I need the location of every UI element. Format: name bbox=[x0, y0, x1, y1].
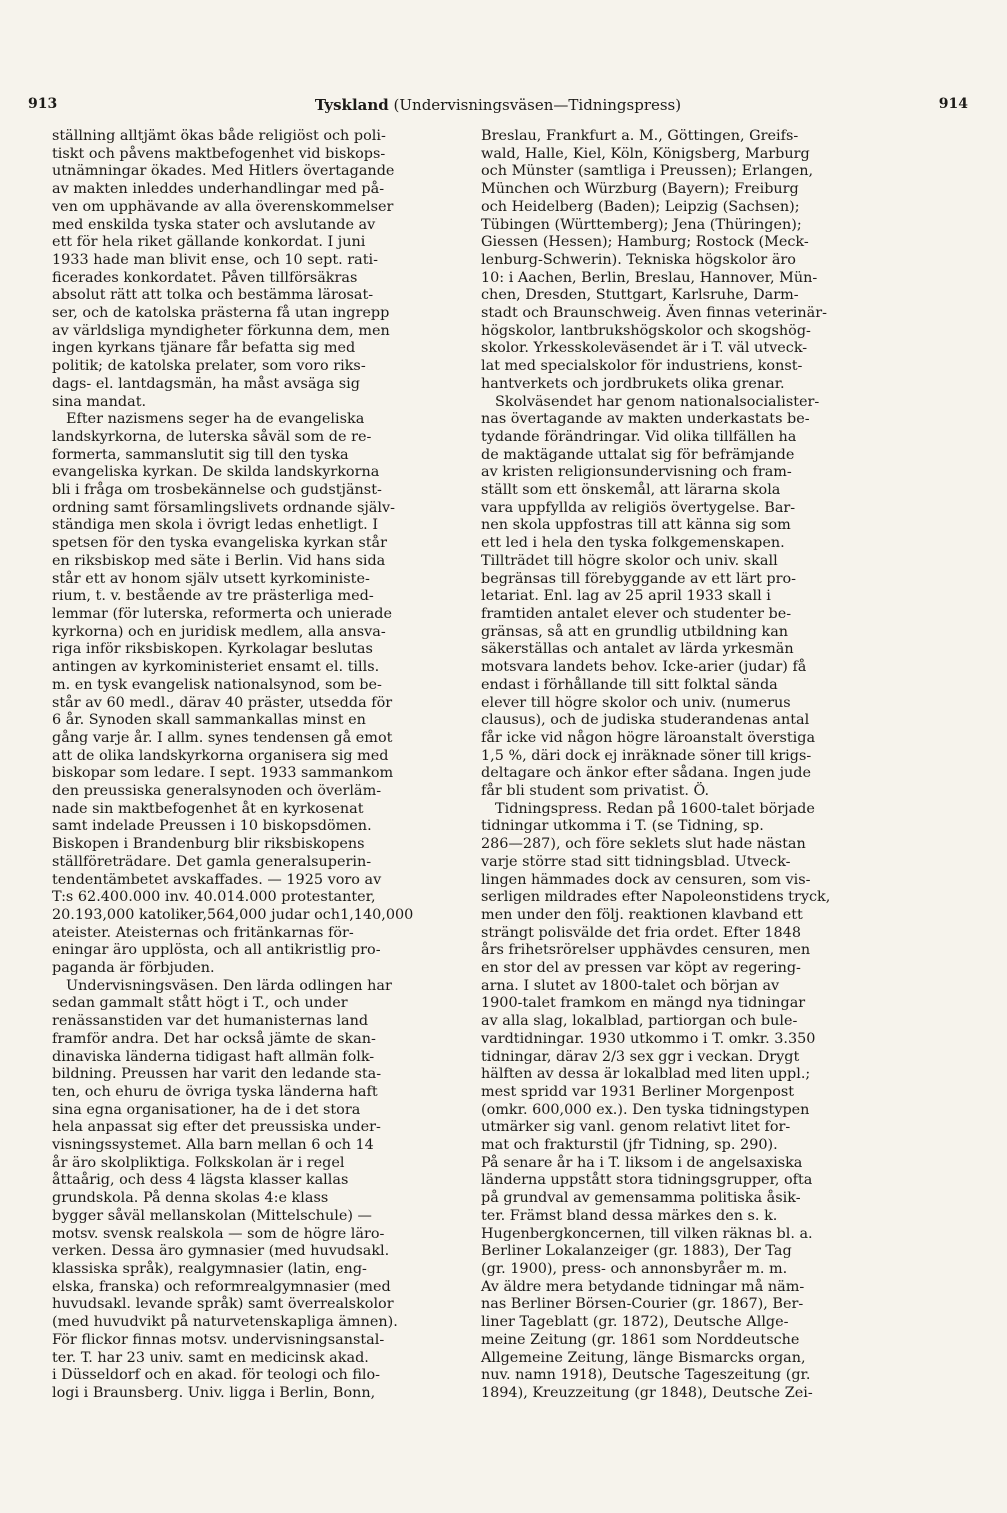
text-line: ställföreträdare. Det gamla generalsuperin- bbox=[52, 853, 372, 870]
text-line: serligen mildrades efter Napoleonstidens tryck, bbox=[481, 889, 831, 906]
text-line: T:s 62.400.000 inv. 40.014.000 protestanter, bbox=[52, 889, 376, 906]
text-column-right bbox=[481, 128, 897, 1403]
text-line: Av äldre mera betydande tidningar må näm- bbox=[481, 1278, 805, 1295]
header-subtitle: (Undervisningsväsen—Tidningspress) bbox=[393, 96, 682, 114]
page-number-right: 914 bbox=[938, 96, 968, 112]
text-line: skolor. Yrkesskoleväsendet är i T. väl utveck- bbox=[481, 340, 808, 357]
text-line: dags- el. lantdagsmän, ha måst avsäga sig bbox=[52, 375, 360, 392]
text-line: nas övertagande av makten underkastats be- bbox=[481, 411, 810, 428]
text-line: ten, och ehuru de övriga tyska länderna haft bbox=[52, 1083, 378, 1100]
text-line: motsvara landets behov. Icke-arier (judar) få bbox=[481, 659, 807, 676]
text-line: 10: i Aachen, Berlin, Breslau, Hannover, Mün- bbox=[481, 269, 818, 286]
text-line: ställt som ett önskemål, att lärarna skola bbox=[481, 482, 781, 499]
text-line: antingen av kyrkoministeriet ensamt el. tills. bbox=[52, 659, 380, 676]
text-line: ett led i hela den tyska folkgemenskapen. bbox=[481, 535, 785, 552]
text-line: grundskola. På denna skolas 4:e klass bbox=[52, 1190, 329, 1207]
text-line: av världsliga myndigheter förkunna dem, men bbox=[52, 322, 390, 339]
text-line: Giessen (Hessen); Hamburg; Rostock (Meck- bbox=[481, 234, 809, 251]
text-line: visningssystemet. Alla barn mellan 6 och 14 bbox=[52, 1137, 374, 1154]
text-line: vara uppfyllda av religiös övertygelse. Bar- bbox=[481, 499, 796, 516]
text-line: För flickor finnas motsv. undervisningsanstal- bbox=[52, 1331, 385, 1348]
text-line: endast i förhållande till sitt folktal sända bbox=[481, 676, 778, 693]
text-line: men under den följ. reaktionen klavband ett bbox=[481, 906, 803, 923]
text-line: ställning alltjämt ökas både religiöst och poli- bbox=[52, 128, 386, 144]
text-line: sina egna organisationer, ha de i det stora bbox=[52, 1101, 361, 1118]
text-line: rium, t. v. bestående av tre prästerliga med- bbox=[52, 588, 374, 605]
text-line: Allgemeine Zeitung, länge Bismarcks organ, bbox=[481, 1349, 806, 1366]
text-line: bli i fråga om trosbekännelse och gudstjänst- bbox=[52, 482, 382, 499]
text-line: och Heidelberg (Baden); Leipzig (Sachsen); bbox=[481, 198, 800, 215]
text-line: elever till högre skolor och univ. (numerus bbox=[481, 694, 791, 711]
text-line: en stor del av pressen var köpt av regering- bbox=[481, 960, 801, 977]
text-line: formerta, sammanslutit sig till den tyska bbox=[52, 446, 349, 463]
text-line: får icke vid någon högre läroanstalt överstiga bbox=[481, 729, 816, 746]
text-line: Tidningspress. Redan på 1600-talet började bbox=[495, 800, 815, 817]
text-line: Tillträdet till högre skolor och univ. skall bbox=[481, 552, 778, 569]
text-line: står av 60 medl., därav 40 präster, utsedda för bbox=[52, 694, 393, 711]
text-line: 1900-talet framkom en mängd nya tidningar bbox=[481, 995, 806, 1012]
text-line: nen skola uppfostras till att känna sig som bbox=[481, 517, 791, 534]
text-line: eningar äro upplösta, och all antikristlig pro- bbox=[52, 942, 381, 959]
text-column-left bbox=[52, 128, 468, 1403]
text-line: år äro skolpliktiga. Folkskolan är i regel bbox=[52, 1154, 345, 1171]
text-line: bygger såväl mellanskolan (Mittelschule) — bbox=[52, 1207, 372, 1224]
text-line: tiskt och påvens maktbefogenhet vid biskops- bbox=[52, 145, 386, 162]
text-line: tydande förändringar. Vid olika tillfällen ha bbox=[481, 428, 797, 445]
text-line: stadt och Braunschweig. Även finnas veterinär- bbox=[481, 305, 827, 322]
text-line: Undervisningsväsen. Den lärda odlingen har bbox=[66, 977, 392, 994]
text-line: biskopar som ledare. I sept. 1933 sammankom bbox=[52, 765, 394, 782]
text-line: meine Zeitung (gr. 1861 som Norddeutsche bbox=[481, 1331, 800, 1348]
text-line: en riksbiskop med säte i Berlin. Vid hans sida bbox=[52, 552, 386, 569]
text-line: ven om upphävande av alla överenskommelser bbox=[52, 198, 394, 215]
text-line: bildning. Preussen har varit den ledande sta- bbox=[52, 1066, 382, 1083]
text-line: hela anpassat sig efter det preussiska under- bbox=[52, 1119, 381, 1136]
text-line: nade sin maktbefogenhet åt en kyrkosenat bbox=[52, 800, 364, 817]
text-line: samt indelade Preussen i 10 biskopsdömen. bbox=[52, 818, 372, 835]
text-line: På senare år ha i T. liksom i de angelsaxiska bbox=[481, 1154, 803, 1171]
text-line: elska, franska) och reformrealgymnasier (med bbox=[52, 1278, 391, 1295]
text-line: att de olika landskyrkorna organisera sig med bbox=[52, 747, 389, 764]
text-line: Berliner Lokalanzeiger (gr. 1883), Der Tag bbox=[481, 1243, 792, 1260]
text-line: München och Würzburg (Bayern); Freiburg bbox=[481, 181, 799, 198]
text-line: ett för hela riket gällande konkordat. I juni bbox=[52, 234, 366, 251]
text-line: motsv. svensk realskola — som de högre läro- bbox=[52, 1225, 385, 1242]
text-line: mat och frakturstil (jfr Tidning, sp. 290). bbox=[481, 1137, 778, 1154]
text-line: lenburg-Schwerin). Tekniska högskolor äro bbox=[481, 251, 796, 268]
text-line: 1894), Kreuzzeitung (gr 1848), Deutsche Zei- bbox=[481, 1384, 813, 1401]
text-line: ter. Främst bland dessa märkes den s. k. bbox=[481, 1207, 778, 1224]
text-line: renässanstiden var det humanisternas land bbox=[52, 1013, 369, 1030]
text-line: hälften av dessa är lokalblad med liten uppl.; bbox=[481, 1066, 811, 1083]
text-line: evangeliska kyrkan. De skilda landskyrkorna bbox=[52, 464, 380, 481]
text-line: m. en tysk evangelisk nationalsynod, som be- bbox=[52, 676, 382, 693]
text-line: absolut rätt att tolka och bestämma lärosat- bbox=[52, 287, 374, 304]
text-line: i Düsseldorf och en akad. för teologi och filo- bbox=[52, 1367, 381, 1384]
text-line: tidningar utkomma i T. (se Tidning, sp. bbox=[481, 818, 764, 835]
text-line: får bli student som privatist. Ö. bbox=[481, 783, 710, 800]
text-line: länderna uppstått stora tidningsgrupper, ofta bbox=[481, 1172, 813, 1189]
text-line: års frihetsrörelser upphävdes censuren, men bbox=[481, 942, 811, 959]
text-line: riga inför riksbiskopen. Kyrkolagar beslutas bbox=[52, 641, 373, 658]
text-line: ingen kyrkans tjänare får befatta sig med bbox=[52, 340, 356, 357]
text-line: ständiga men skola i övrigt ledas enhetligt. I bbox=[52, 517, 379, 534]
text-line: och Münster (samtliga i Preussen); Erlangen, bbox=[481, 163, 814, 180]
text-line: av alla slag, lokalblad, partiorgan och bule- bbox=[481, 1013, 798, 1030]
text-line: utmärker sig vanl. genom relativt litet for- bbox=[481, 1119, 791, 1136]
text-line: 6 år. Synoden skall sammankallas minst en bbox=[52, 712, 366, 729]
text-line: högskolor, lantbrukshögskolor och skogshög- bbox=[481, 322, 811, 339]
text-line: ficerades konkordatet. Påven tillförsäkras bbox=[52, 269, 358, 286]
text-line: kyrkorna) och en juridisk medlem, alla ansva- bbox=[52, 623, 386, 640]
text-line: framtiden antalet elever och studenter be- bbox=[481, 605, 792, 622]
text-line: av kristen religionsundervisning och fram- bbox=[481, 464, 792, 481]
text-line: spetsen för den tyska evangeliska kyrkan står bbox=[52, 535, 388, 552]
text-line: med enskilda tyska stater och avslutande av bbox=[52, 216, 376, 233]
text-line: ordning samt församlingslivets ordnande själv- bbox=[52, 499, 395, 516]
text-line: tidningar, därav 2/3 sex ggr i veckan. Drygt bbox=[481, 1048, 800, 1065]
text-line: hantverkets och jordbrukets olika grenar. bbox=[481, 375, 785, 392]
text-line: ter. T. har 23 univ. samt en medicinsk akad. bbox=[52, 1349, 369, 1366]
text-line: paganda är förbjuden. bbox=[52, 960, 215, 977]
text-line: lingen hämmades dock av censuren, som vis- bbox=[481, 871, 811, 888]
text-line: ser, och de katolska prästerna få utan ingrepp bbox=[52, 305, 390, 322]
text-line: clausus), och de judiska studerandenas antal bbox=[481, 712, 810, 729]
text-line: lemmar (för luterska, reformerta och unierade bbox=[52, 605, 393, 622]
text-line: nas Berliner Börsen-Courier (gr. 1867), Ber- bbox=[481, 1296, 804, 1313]
text-line: gång varje år. I allm. synes tendensen gå emot bbox=[52, 729, 393, 746]
text-line: 1933 hade man blivit ense, och 10 sept. rati- bbox=[52, 251, 378, 268]
text-line: åttaårig, och dess 4 lägsta klasser kallas bbox=[52, 1172, 349, 1189]
text-line: 20.193,000 katoliker,564,000 judar och1,140,000 bbox=[52, 906, 414, 923]
text-line: 1,5 %, däri dock ej inräknade söner till krigs- bbox=[481, 747, 812, 764]
text-line: sedan gammalt stått högt i T., och under bbox=[52, 995, 348, 1012]
text-line: huvudsakl. levande språk) samt överrealskolor bbox=[52, 1296, 394, 1313]
text-line: Skolväsendet har genom nationalsocialister- bbox=[495, 393, 820, 410]
text-line: (med huvudvikt på naturvetenskapliga ämnen). bbox=[52, 1314, 398, 1331]
text-line: vardtidningar. 1930 utkommo i T. omkr. 3.350 bbox=[481, 1030, 816, 1047]
text-line: de maktägande uttalat sig för befrämjande bbox=[481, 446, 795, 463]
text-line: arna. I slutet av 1800-talet och början av bbox=[481, 977, 780, 994]
text-line: Tübingen (Württemberg); Jena (Thüringen); bbox=[481, 216, 802, 233]
running-header bbox=[28, 96, 968, 122]
text-line: varje större stad sitt tidningsblad. Utveck- bbox=[481, 853, 791, 870]
text-line: letariat. Enl. lag av 25 april 1933 skall i bbox=[481, 588, 771, 605]
text-line: deltagare och änkor efter sådana. Ingen jude bbox=[481, 765, 812, 782]
text-line: Breslau, Frankfurt a. M., Göttingen, Greifs- bbox=[481, 128, 799, 144]
text-line: landskyrkorna, de luterska såväl som de re- bbox=[52, 428, 372, 445]
text-line: politik; de katolska prelater, som voro riks- bbox=[52, 358, 366, 375]
page-number-left: 913 bbox=[28, 96, 58, 112]
text-line: av makten inleddes underhandlingar med på- bbox=[52, 181, 385, 198]
text-line: dinaviska länderna tidigast haft allmän folk- bbox=[52, 1048, 375, 1065]
header-title bbox=[28, 96, 968, 114]
text-line: lat med specialskolor för industriens, konst- bbox=[481, 358, 803, 375]
text-line: chen, Dresden, Stuttgart, Karlsruhe, Darm- bbox=[481, 287, 799, 304]
header-title-main: Tyskland bbox=[314, 96, 389, 114]
text-line: den preussiska generalsynoden och överläm- bbox=[52, 783, 382, 800]
text-line: wald, Halle, Kiel, Köln, Königsberg, Marburg bbox=[481, 145, 810, 162]
text-line: står ett av honom själv utsett kyrkoministe- bbox=[52, 570, 370, 587]
text-line: sina mandat. bbox=[52, 393, 147, 410]
text-line: utnämningar ökades. Med Hitlers övertagande bbox=[52, 163, 395, 180]
text-line: gränsas, så att en grundlig utbildning kan bbox=[481, 623, 789, 640]
text-line: (omkr. 600,000 ex.). Den tyska tidningstypen bbox=[481, 1101, 810, 1118]
text-line: 286—287), och före seklets slut hade nästan bbox=[481, 836, 806, 853]
text-line: begränsas till förebyggande av ett lärt pro- bbox=[481, 570, 797, 587]
text-line: klassiska språk), realgymnasier (latin, eng- bbox=[52, 1261, 367, 1277]
text-line: nuv. namn 1918), Deutsche Tageszeitung (gr. bbox=[481, 1367, 811, 1384]
text-line: ateister. Ateisternas och fritänkarnas för- bbox=[52, 924, 354, 941]
text-line: liner Tageblatt (gr. 1872), Deutsche Allge- bbox=[481, 1314, 789, 1331]
text-line: Biskopen i Brandenburg blir riksbiskopens bbox=[52, 836, 365, 853]
text-line: strängt polisvälde det fria ordet. Efter 1848 bbox=[481, 924, 802, 941]
text-line: (gr. 1900), press- och annonsbyråer m. m. bbox=[481, 1261, 788, 1277]
text-line: tendentämbetet avskaffades. — 1925 voro av bbox=[52, 871, 382, 888]
text-line: mest spridd var 1931 Berliner Morgenpost bbox=[481, 1083, 795, 1100]
text-line: framför andra. Det har också jämte de skan- bbox=[52, 1030, 376, 1047]
text-line: Hugenbergkoncernen, till vilken räknas bl. a. bbox=[481, 1225, 813, 1242]
text-line: på grundval av gemensamma politiska åsik- bbox=[481, 1190, 801, 1207]
text-line: verken. Dessa äro gymnasier (med huvudsakl. bbox=[52, 1243, 390, 1260]
text-line: säkerställas och antalet av lärda yrkesmän bbox=[481, 641, 794, 658]
text-line: logi i Braunsberg. Univ. ligga i Berlin, Bonn, bbox=[52, 1384, 376, 1401]
text-line: Efter nazismens seger ha de evangeliska bbox=[66, 411, 365, 428]
